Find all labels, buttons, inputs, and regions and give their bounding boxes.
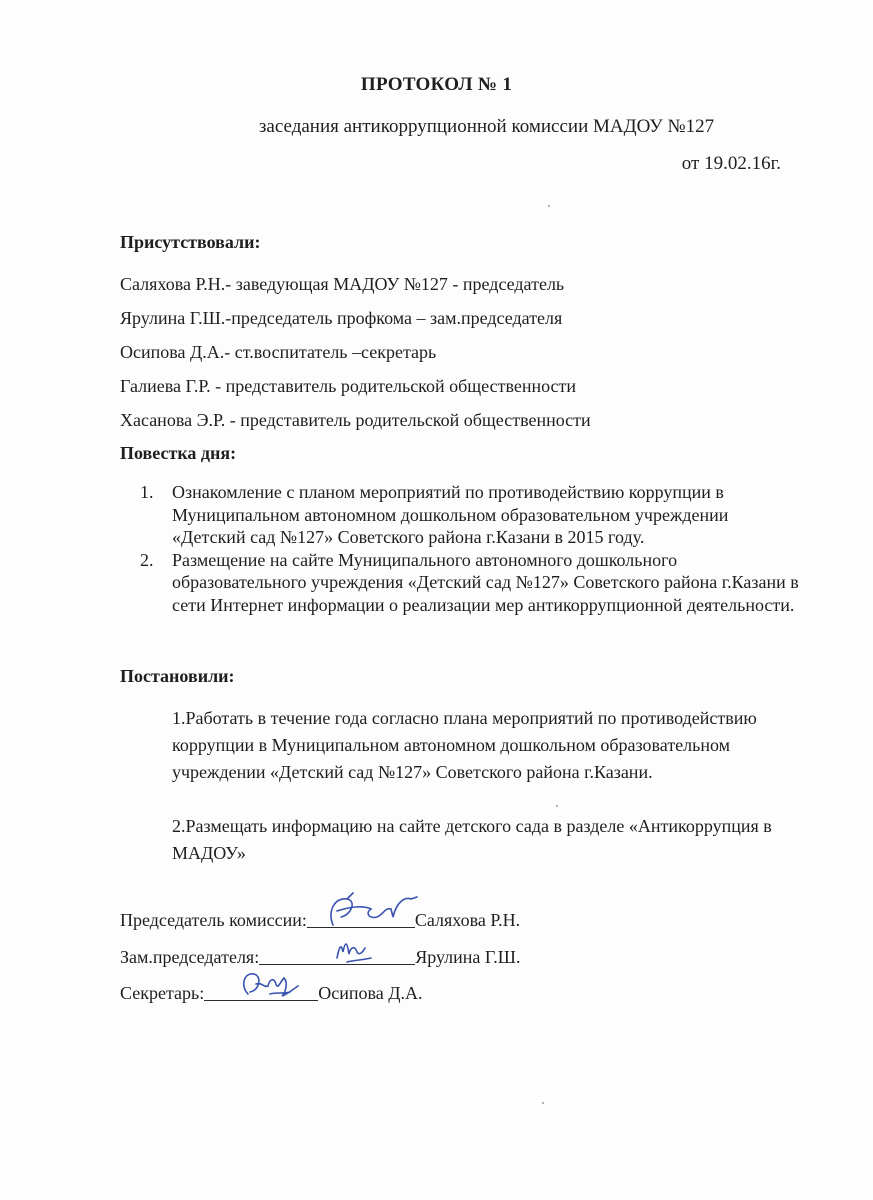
signature-name: Осипова Д.А. (318, 983, 423, 1003)
present-member-5: Хасанова Э.Р. - представитель родительской общественности (120, 410, 591, 430)
signature-role: Зам.председателя: (120, 947, 260, 967)
handwritten-signature-icon (307, 891, 427, 931)
signature-name: Саляхова Р.Н. (414, 910, 521, 930)
agenda-heading: Повестка дня: (120, 443, 237, 463)
agenda-list (140, 481, 800, 617)
agenda-item-text: Размещение на сайте Муниципального автономного дошкольного образовательного учреждения «Детский сад №127» Советского района г.Казани в сети Интернет информации о реализации мер антикоррупционной деятельности. (172, 549, 799, 615)
document-subtitle: заседания антикоррупционной комиссии МАДОУ №127 (258, 116, 715, 137)
present-member-4: Галиева Г.Р. - представитель родительской общественности (120, 376, 577, 396)
resolution-item-2: 2.Размещать информацию на сайте детского сада в разделе «Антикоррупция в МАДОУ» (172, 816, 772, 863)
handwritten-signature-icon (259, 932, 419, 968)
signature-role: Секретарь: (120, 983, 205, 1003)
agenda-item (140, 481, 800, 549)
signature-line (307, 911, 415, 928)
agenda-item (140, 549, 800, 617)
scan-speck (556, 805, 558, 807)
scan-speck (542, 1102, 544, 1104)
handwritten-signature-icon (204, 964, 324, 1004)
present-member-2: Ярулина Г.Ш.-председатель профкома – зам.председателя (120, 308, 563, 328)
signature-line (259, 948, 415, 965)
agenda-item-text: Ознакомление с планом мероприятий по противодействию коррупции в Муниципальном автономном дошкольном образовательном учреждении «Детский сад №127» Советского района г.Казани в 2015 году. (172, 482, 729, 548)
signature-row-chairman (120, 910, 520, 931)
agenda-item-number: 1. (140, 482, 154, 502)
signature-name: Ярулина Г.Ш. (415, 947, 521, 967)
document-title: ПРОТОКОЛ № 1 (360, 74, 513, 95)
scan-speck (548, 205, 550, 207)
signature-line (204, 984, 318, 1001)
resolution-item-1: 1.Работать в течение года согласно плана мероприятий по противодействию коррупции в Муниципальном автономном дошкольном образовательном учреждении «Детский сад №127» Советского района г.Казани. (172, 708, 757, 782)
present-member-3: Осипова Д.А.- ст.воспитатель –секретарь (120, 342, 437, 362)
signature-role: Председатель комиссии: (120, 910, 307, 930)
present-member-1: Саляхова Р.Н.- заведующая МАДОУ №127 - председатель (120, 274, 565, 294)
resolution-heading: Постановили: (120, 666, 235, 686)
agenda-item-number: 2. (140, 549, 154, 570)
present-heading: Присутствовали: (120, 232, 261, 252)
signature-row-secretary (120, 983, 423, 1004)
document-date: от 19.02.16г. (681, 153, 781, 174)
